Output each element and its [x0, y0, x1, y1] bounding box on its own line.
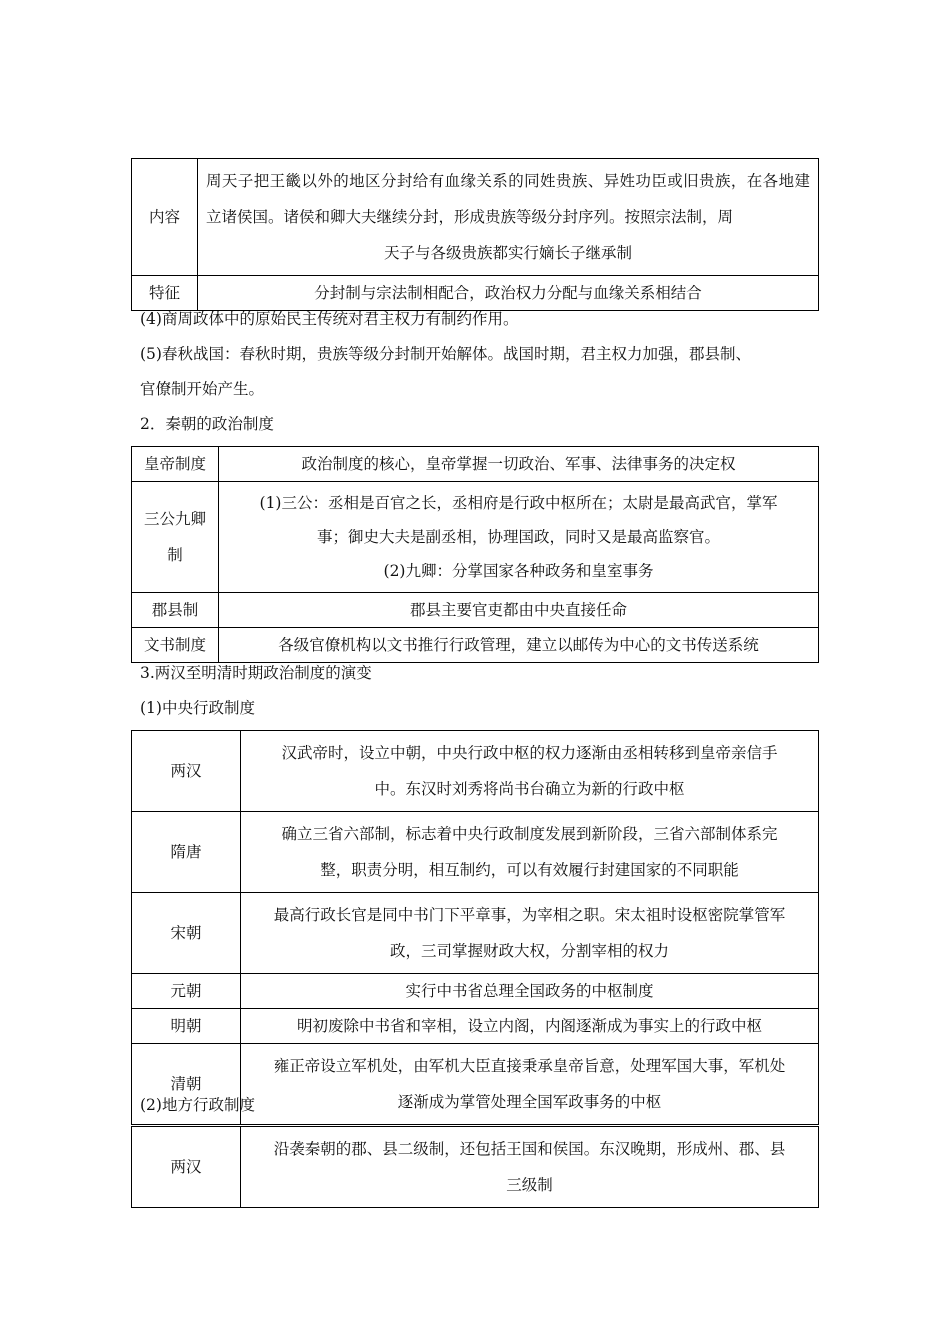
table-row	[132, 447, 819, 482]
row-value: 各级官僚机构以文书推行行政管理，建立以邮传为中心的文书传送系统	[219, 628, 819, 663]
row-key: 两汉	[132, 731, 241, 812]
row-value-text: 天子与各级贵族都实行嫡长子继承制	[383, 244, 632, 262]
paragraph: 官僚制开始产生。	[140, 380, 265, 398]
row-key: 文书制度	[132, 628, 219, 663]
row-key: 隋唐	[132, 812, 241, 893]
table-row	[132, 731, 819, 812]
row-value-text: (2)九卿：分掌国家各种政务和皇室事务	[383, 562, 654, 580]
row-value-text: 政，三司掌握财政大权，分割宰相的权力	[389, 942, 669, 960]
row-value: 郡县主要官吏都由中央直接任命	[219, 593, 819, 628]
row-value-text: 整，职责分明，相互制约，可以有效履行封建国家的不同职能	[320, 861, 739, 879]
row-value-text: 逐渐成为掌管处理全国军政事务的中枢	[397, 1093, 662, 1111]
row-value-text: 汉武帝时，设立中朝，中央行政中枢的权力逐渐由丞相转移到皇帝亲信手	[281, 744, 778, 762]
table-zhou-fengjian	[131, 158, 819, 311]
section-heading: 3.两汉至明清时期政治制度的演变	[140, 664, 372, 682]
row-value	[241, 893, 819, 974]
table-row	[132, 159, 819, 276]
row-value	[241, 1127, 819, 1208]
table-qin-politics	[131, 446, 819, 663]
row-key: 内容	[132, 159, 198, 276]
row-key: 特征	[132, 276, 198, 311]
row-value-text: 周天子把王畿以外的地区分封给有血缘关系的同姓贵族、异姓功臣或旧贵族，在各地建立诸侯国。诸侯和卿大夫继续分封，形成贵族等级分封序列。按照宗法制，周	[206, 172, 810, 226]
row-value	[219, 482, 819, 593]
table-row	[132, 893, 819, 974]
table-row	[132, 482, 819, 593]
row-value: 实行中书省总理全国政务的中枢制度	[241, 974, 819, 1009]
table-local-admin	[131, 1126, 819, 1208]
table-row	[132, 974, 819, 1009]
row-value-text: 中。东汉时刘秀将尚书台确立为新的行政中枢	[374, 780, 685, 798]
row-value-text: (1)三公：丞相是百官之长，丞相府是行政中枢所在；太尉是最高武官，掌军	[259, 494, 778, 512]
table-row	[132, 593, 819, 628]
row-value-text: 沿袭秦朝的郡、县二级制，还包括王国和侯国。东汉晚期，形成州、郡、县	[273, 1140, 786, 1158]
row-value	[198, 159, 819, 276]
table-row	[132, 1009, 819, 1044]
row-value-text: 确立三省六部制，标志着中央行政制度发展到新阶段，三省六部制体系完	[281, 825, 778, 843]
row-value: 分封制与宗法制相配合，政治权力分配与血缘关系相结合	[198, 276, 819, 311]
row-value	[241, 1044, 819, 1125]
row-key: 郡县制	[132, 593, 219, 628]
table-row	[132, 628, 819, 663]
table-row	[132, 276, 819, 311]
subheading: (2)地方行政制度	[140, 1096, 255, 1114]
row-value	[241, 812, 819, 893]
table-row	[132, 1127, 819, 1208]
row-key-text: 制	[167, 546, 183, 564]
row-key: 明朝	[132, 1009, 241, 1044]
row-value	[241, 731, 819, 812]
row-key: 清朝	[132, 1044, 241, 1125]
row-value-text: 最高行政长官是同中书门下平章事，为宰相之职。宋太祖时设枢密院掌管军	[273, 906, 786, 924]
section-heading: 2．秦朝的政治制度	[140, 415, 274, 433]
row-value-text: 三级制	[506, 1176, 553, 1194]
row-key	[132, 482, 219, 593]
row-value: 明初废除中书省和宰相，设立内阁，内阁逐渐成为事实上的行政中枢	[241, 1009, 819, 1044]
row-value-text: 雍正帝设立军机处，由军机大臣直接秉承皇帝旨意，处理军国大事，军机处	[273, 1057, 786, 1075]
row-key: 两汉	[132, 1127, 241, 1208]
row-key: 皇帝制度	[132, 447, 219, 482]
table-central-admin	[131, 730, 819, 1125]
paragraph: (4)商周政体中的原始民主传统对君主权力有制约作用。	[140, 310, 519, 328]
row-key: 元朝	[132, 974, 241, 1009]
row-key: 宋朝	[132, 893, 241, 974]
row-value-text: 事；御史大夫是副丞相，协理国政，同时又是最高监察官。	[316, 528, 720, 546]
table-row	[132, 812, 819, 893]
subheading: (1)中央行政制度	[140, 699, 255, 717]
paragraph: (5)春秋战国：春秋时期，贵族等级分封制开始解体。战国时期，君主权力加强，郡县制、	[140, 345, 751, 363]
row-key-text: 三公九卿	[143, 510, 206, 528]
row-value: 政治制度的核心，皇帝掌握一切政治、军事、法律事务的决定权	[219, 447, 819, 482]
